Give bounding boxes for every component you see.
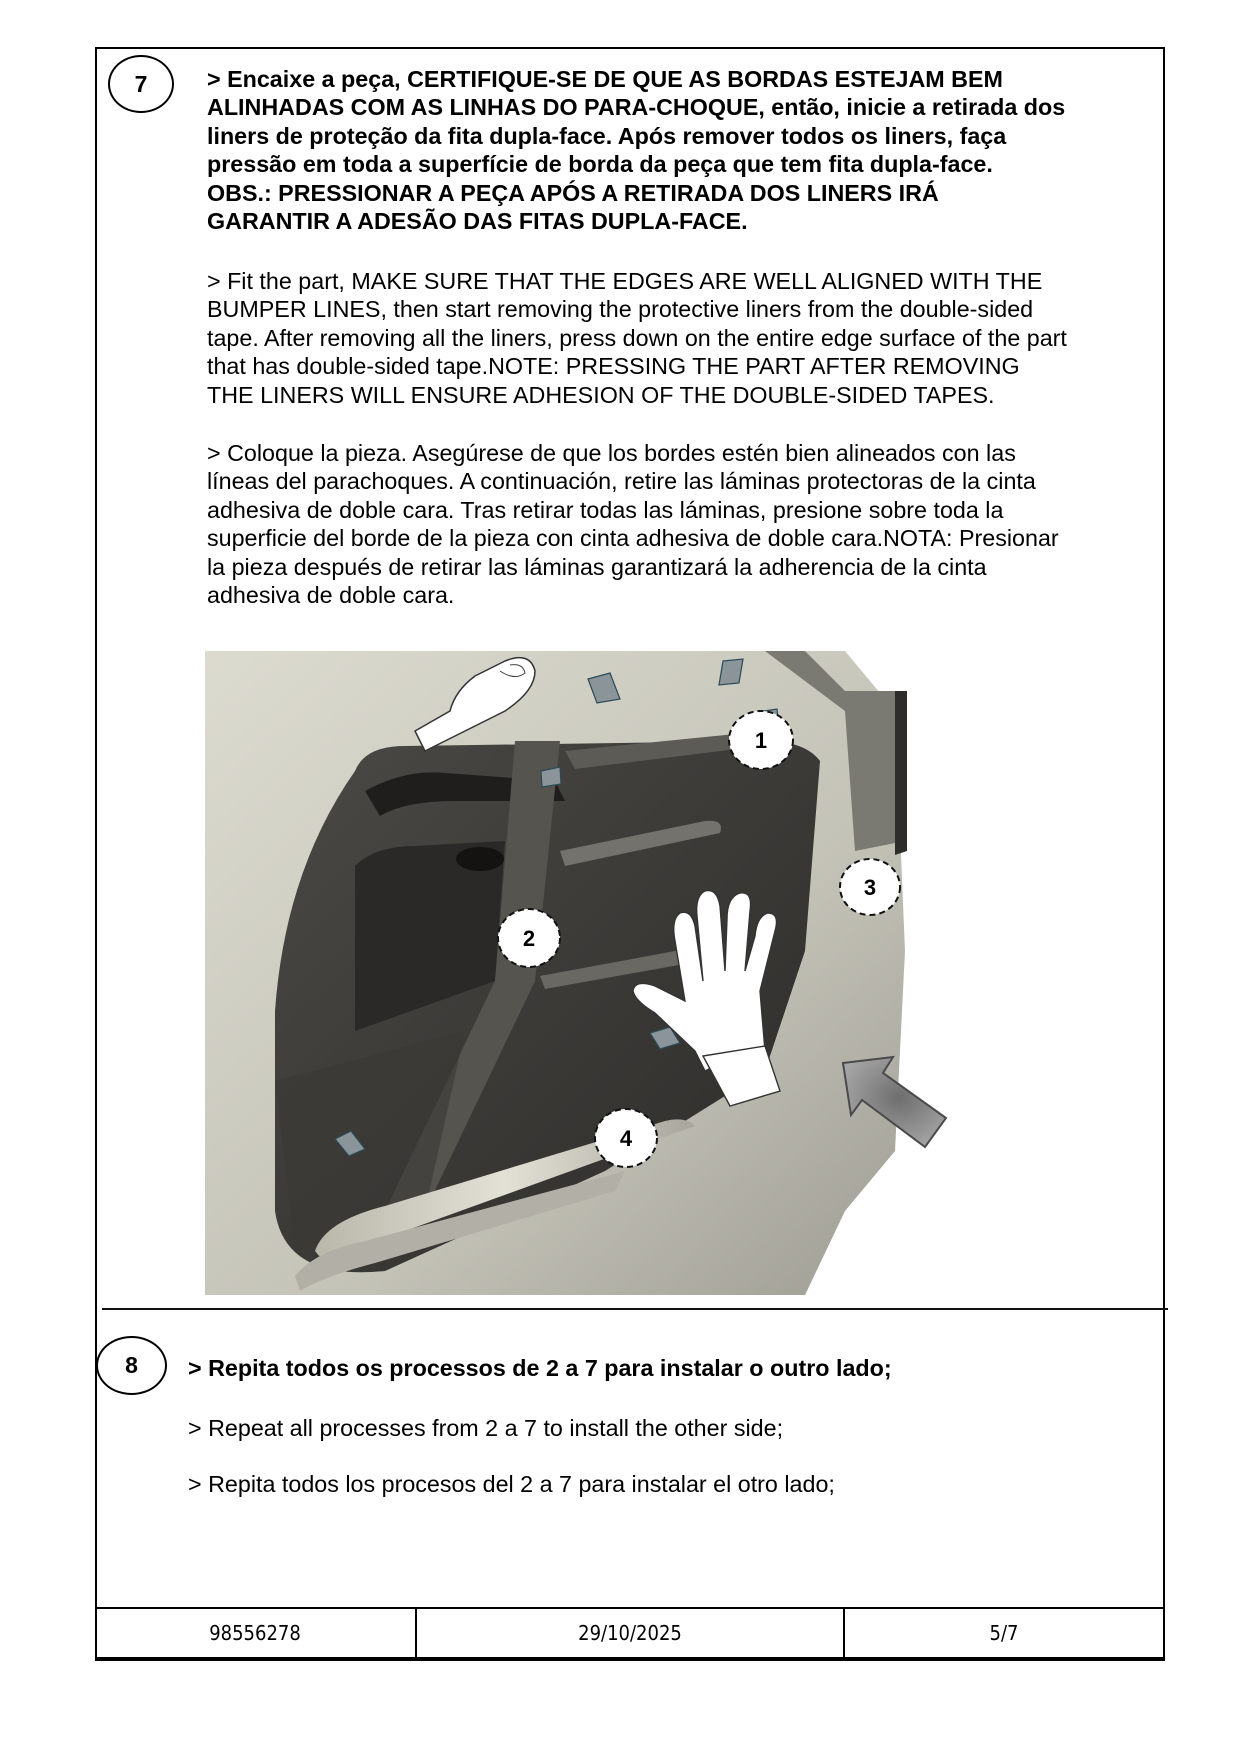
text-line: pressão em toda a superfície de borda da peça que tem fita dupla-face. (207, 151, 993, 178)
footer-document-code: 98556278 (95, 1609, 417, 1657)
marker-4 (595, 1109, 657, 1167)
step-7-number-circle (108, 55, 174, 113)
marker-1 (729, 711, 793, 769)
step-7-number: 7 (134, 70, 148, 97)
text-line: BUMPER LINES, then start removing the protective liners from the double-sided (207, 296, 1034, 323)
fender-edge (895, 691, 907, 855)
step-8-number-circle (96, 1336, 167, 1395)
step-7-english-instructions (207, 267, 1157, 409)
text-line: la pieza después de retirar las láminas garantizará la adherencia de la cinta (207, 553, 987, 580)
step-8-number: 8 (125, 1352, 138, 1378)
step-8-english-instruction: > Repeat all processes from 2 a 7 to install the other side; (188, 1415, 784, 1441)
step-8-spanish-instruction: > Repita todos los procesos del 2 a 7 para instalar el otro lado; (188, 1471, 835, 1497)
tape-tab-icon (541, 767, 561, 787)
step-8-portuguese-instruction: > Repita todos os processos de 2 a 7 para instalar o outro lado; (188, 1355, 892, 1381)
marker-2 (498, 909, 560, 967)
section-divider (102, 1308, 1168, 1310)
text-line: adhesiva de doble cara. Tras retirar todas las láminas, presione sobre toda la (207, 496, 1004, 523)
text-line: superficie del borde de la pieza con cinta adhesiva de doble cara.NOTA: Presionar (207, 525, 1059, 552)
footer-date: 29/10/2025 (417, 1609, 845, 1657)
marker-1-label: 1 (754, 728, 768, 753)
marker-3-label: 3 (863, 875, 877, 900)
text-line: liners de proteção da fita dupla-face. Após remover todos os liners, faça (207, 122, 1007, 149)
text-line: OBS.: PRESSIONAR A PEÇA APÓS A RETIRADA DOS LINERS IRÁ (207, 179, 939, 206)
text-line: líneas del parachoques. A continuación, retire las láminas protectoras de la cinta (207, 468, 1036, 495)
text-line: ALINHADAS COM AS LINHAS DO PARA-CHOQUE, então, inicie a retirada dos (207, 94, 1066, 121)
bumper-installation-illustration (205, 651, 955, 1295)
text-line: THE LINERS WILL ENSURE ADHESION OF THE DOUBLE-SIDED TAPES. (207, 381, 995, 408)
step-7-portuguese-instructions (207, 65, 1157, 235)
text-line: adhesiva de doble cara. (207, 582, 455, 609)
text-line: tape. After removing all the liners, press down on the entire edge surface of the part (207, 324, 1067, 351)
text-line: GARANTIR A ADESÃO DAS FITAS DUPLA-FACE. (207, 208, 748, 235)
text-line: > Fit the part, MAKE SURE THAT THE EDGES ARE WELL ALIGNED WITH THE (207, 268, 1043, 294)
text-line: > Encaixe a peça, CERTIFIQUE-SE DE QUE AS BORDAS ESTEJAM BEM (207, 66, 1003, 92)
fog-light (456, 847, 504, 871)
tape-tab-icon (719, 659, 743, 685)
document-footer (95, 1607, 1163, 1659)
text-line: that has double-sided tape.NOTE: PRESSING THE PART AFTER REMOVING (207, 353, 1020, 380)
marker-3 (840, 859, 900, 915)
step-7-spanish-instructions (207, 439, 1157, 609)
marker-2-label: 2 (522, 926, 536, 951)
marker-4-label: 4 (619, 1126, 633, 1151)
footer-page-number: 5/7 (989, 1621, 1019, 1645)
text-line: > Coloque la pieza. Asegúrese de que los bordes estén bien alineados con las (207, 440, 1016, 466)
